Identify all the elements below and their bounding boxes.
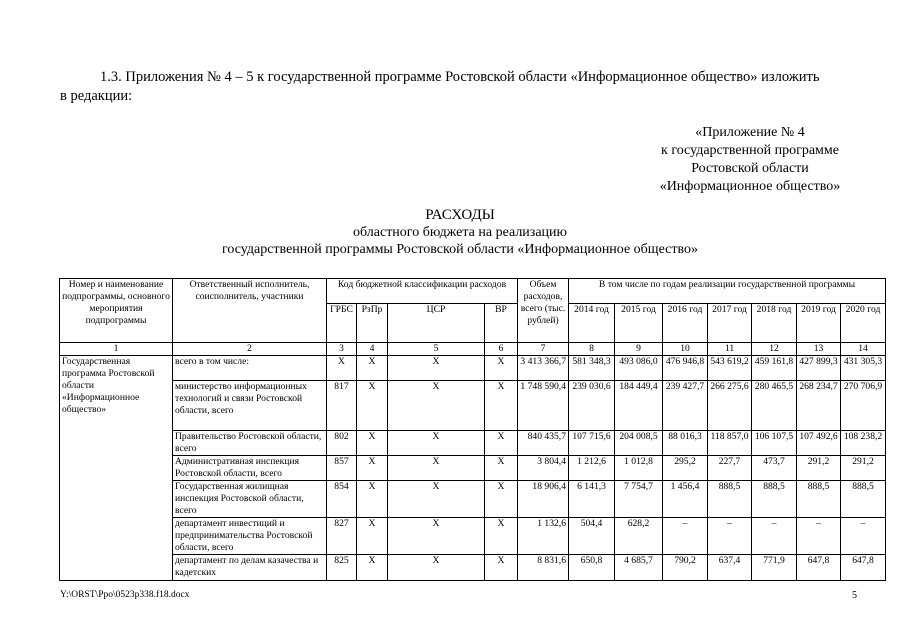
year-value-cell: 581 348,3 bbox=[569, 356, 615, 381]
year-value-cell: 637,4 bbox=[708, 555, 752, 581]
header-year-2017: 2017 год bbox=[708, 304, 752, 343]
year-value-cell: 6 141,3 bbox=[569, 481, 615, 518]
column-number: 5 bbox=[388, 343, 485, 356]
column-number: 14 bbox=[841, 343, 886, 356]
grbs-cell: 827 bbox=[327, 518, 357, 555]
grbs-cell: 825 bbox=[327, 555, 357, 581]
annex-header bbox=[600, 124, 900, 196]
year-value-cell: 473,7 bbox=[752, 456, 797, 481]
year-value-cell: 291,2 bbox=[841, 456, 886, 481]
program-name-cell: Государственная программа Ростовской области «Информационное общество» bbox=[60, 356, 173, 581]
table-row bbox=[60, 356, 886, 381]
year-value-cell: 270 706,9 bbox=[841, 381, 886, 431]
executor-cell: Правительство Ростовской области, всего bbox=[173, 431, 327, 456]
total-cell: 1 132,6 bbox=[518, 518, 569, 555]
csr-cell: Х bbox=[388, 381, 485, 431]
year-value-cell: 184 449,4 bbox=[615, 381, 663, 431]
vr-cell: Х bbox=[485, 555, 518, 581]
annex-line-4: «Информационное общество» bbox=[659, 179, 841, 194]
header-executor: Ответственный исполнитель, соисполнитель, участники bbox=[173, 279, 327, 343]
column-number: 6 bbox=[485, 343, 518, 356]
header-year-2019: 2019 год bbox=[797, 304, 841, 343]
csr-cell: Х bbox=[388, 431, 485, 456]
year-value-cell: 1 456,4 bbox=[663, 481, 708, 518]
year-value-cell: 771,9 bbox=[752, 555, 797, 581]
total-cell: 1 748 590,4 bbox=[518, 381, 569, 431]
header-year-2020: 2020 год bbox=[841, 304, 886, 343]
executor-cell: департамент инвестиций и предпринимательства Ростовской области, всего bbox=[173, 518, 327, 555]
year-value-cell: 888,5 bbox=[841, 481, 886, 518]
vr-cell: Х bbox=[485, 518, 518, 555]
column-number: 7 bbox=[518, 343, 569, 356]
year-value-cell: 1 012,8 bbox=[615, 456, 663, 481]
page-number: 5 bbox=[852, 590, 857, 601]
column-number: 9 bbox=[615, 343, 663, 356]
executor-cell: департамент по делам казачества и кадетских bbox=[173, 555, 327, 581]
header-code-group: Код бюджетной классификации расходов bbox=[327, 279, 518, 304]
grbs-cell: Х bbox=[327, 356, 357, 381]
total-cell: 840 435,7 bbox=[518, 431, 569, 456]
year-value-cell: 106 107,5 bbox=[752, 431, 797, 456]
year-value-cell: 543 619,2 bbox=[708, 356, 752, 381]
vr-cell: Х bbox=[485, 431, 518, 456]
column-number: 10 bbox=[663, 343, 708, 356]
year-value-cell: 647,8 bbox=[797, 555, 841, 581]
year-value-cell: 628,2 bbox=[615, 518, 663, 555]
csr-cell: Х bbox=[388, 481, 485, 518]
year-value-cell: 239 030,6 bbox=[569, 381, 615, 431]
grbs-cell: 854 bbox=[327, 481, 357, 518]
year-value-cell: 295,2 bbox=[663, 456, 708, 481]
year-value-cell: 1 212,6 bbox=[569, 456, 615, 481]
rzpr-cell: Х bbox=[357, 381, 388, 431]
executor-cell: всего в том числе: bbox=[173, 356, 327, 381]
grbs-cell: 802 bbox=[327, 431, 357, 456]
header-rzpr: РзПр bbox=[357, 304, 388, 343]
column-numbers-row bbox=[60, 343, 886, 356]
header-year-2014: 2014 год bbox=[569, 304, 615, 343]
year-value-cell: 476 946,8 bbox=[663, 356, 708, 381]
csr-cell: Х bbox=[388, 555, 485, 581]
vr-cell: Х bbox=[485, 456, 518, 481]
year-value-cell: 291,2 bbox=[797, 456, 841, 481]
annex-line-3: Ростовской области bbox=[691, 161, 809, 176]
grbs-cell: 857 bbox=[327, 456, 357, 481]
year-value-cell: 266 275,6 bbox=[708, 381, 752, 431]
column-number: 12 bbox=[752, 343, 797, 356]
year-value-cell: – bbox=[797, 518, 841, 555]
year-value-cell: 431 305,3 bbox=[841, 356, 886, 381]
column-number: 1 bbox=[60, 343, 173, 356]
annex-line-1: «Приложение № 4 bbox=[695, 125, 805, 140]
total-cell: 3 413 366,7 bbox=[518, 356, 569, 381]
header-year-2018: 2018 год bbox=[752, 304, 797, 343]
year-value-cell: 504,4 bbox=[569, 518, 615, 555]
title-line-1: РАСХОДЫ bbox=[425, 207, 495, 223]
total-cell: 18 906,4 bbox=[518, 481, 569, 518]
total-cell: 8 831,6 bbox=[518, 555, 569, 581]
csr-cell: Х bbox=[388, 456, 485, 481]
year-value-cell: 107 715,6 bbox=[569, 431, 615, 456]
header-year-2015: 2015 год bbox=[615, 304, 663, 343]
executor-cell: министерство информационных технологий и связи Ростовской области, всего bbox=[173, 381, 327, 431]
title-line-2: областного бюджета на реализацию bbox=[353, 225, 567, 240]
vr-cell: Х bbox=[485, 356, 518, 381]
year-value-cell: 888,5 bbox=[752, 481, 797, 518]
rzpr-cell: Х bbox=[357, 431, 388, 456]
year-value-cell: 88 016,3 bbox=[663, 431, 708, 456]
rzpr-cell: Х bbox=[357, 555, 388, 581]
vr-cell: Х bbox=[485, 381, 518, 431]
executor-cell: Государственная жилищная инспекция Ростовской области, всего bbox=[173, 481, 327, 518]
header-grbs: ГРБС bbox=[327, 304, 357, 343]
year-value-cell: 204 008,5 bbox=[615, 431, 663, 456]
executor-cell: Административная инспекция Ростовской области, всего bbox=[173, 456, 327, 481]
vr-cell: Х bbox=[485, 481, 518, 518]
year-value-cell: 459 161,8 bbox=[752, 356, 797, 381]
table-row bbox=[60, 381, 886, 431]
year-value-cell: 4 685,7 bbox=[615, 555, 663, 581]
column-number: 13 bbox=[797, 343, 841, 356]
year-value-cell: 268 234,7 bbox=[797, 381, 841, 431]
year-value-cell: 888,5 bbox=[708, 481, 752, 518]
title-line-3: государственной программы Ростовской области «Информационное общество» bbox=[221, 242, 698, 257]
header-total: Объем расходов, всего (тыс. рублей) bbox=[518, 279, 569, 343]
column-number: 2 bbox=[173, 343, 327, 356]
year-value-cell: – bbox=[752, 518, 797, 555]
year-value-cell: – bbox=[708, 518, 752, 555]
header-vr: ВР bbox=[485, 304, 518, 343]
year-value-cell: 227,7 bbox=[708, 456, 752, 481]
rzpr-cell: Х bbox=[357, 518, 388, 555]
year-value-cell: 888,5 bbox=[797, 481, 841, 518]
table-row bbox=[60, 431, 886, 456]
year-value-cell: 107 492,6 bbox=[797, 431, 841, 456]
header-years-group: В том числе по годам реализации государственной программы bbox=[569, 279, 886, 304]
column-number: 4 bbox=[357, 343, 388, 356]
total-cell: 3 804,4 bbox=[518, 456, 569, 481]
rzpr-cell: Х bbox=[357, 456, 388, 481]
expenses-table bbox=[59, 278, 886, 581]
year-value-cell: 647,8 bbox=[841, 555, 886, 581]
header-csr: ЦСР bbox=[388, 304, 485, 343]
document-title bbox=[60, 207, 860, 258]
csr-cell: Х bbox=[388, 518, 485, 555]
header-year-2016: 2016 год bbox=[663, 304, 708, 343]
year-value-cell: 7 754,7 bbox=[615, 481, 663, 518]
year-value-cell: – bbox=[841, 518, 886, 555]
rzpr-cell: Х bbox=[357, 481, 388, 518]
annex-line-2: к государственной программе bbox=[661, 143, 839, 158]
file-path-footer: Y:\ORST\Ppo\0523p338.f18.docx bbox=[60, 590, 190, 600]
year-value-cell: 790,2 bbox=[663, 555, 708, 581]
intro-paragraph bbox=[60, 68, 855, 106]
year-value-cell: 108 238,2 bbox=[841, 431, 886, 456]
column-number: 11 bbox=[708, 343, 752, 356]
intro-line-1: 1.3. Приложения № 4 – 5 к государственной программе Ростовской области «Информационное общество» изложить bbox=[100, 69, 820, 85]
year-value-cell: 493 086,0 bbox=[615, 356, 663, 381]
year-value-cell: 280 465,5 bbox=[752, 381, 797, 431]
column-number: 8 bbox=[569, 343, 615, 356]
csr-cell: Х bbox=[388, 356, 485, 381]
intro-line-2: в редакции: bbox=[60, 88, 133, 104]
table-row bbox=[60, 555, 886, 581]
table-row bbox=[60, 456, 886, 481]
year-value-cell: 239 427,7 bbox=[663, 381, 708, 431]
year-value-cell: 650,8 bbox=[569, 555, 615, 581]
year-value-cell: – bbox=[663, 518, 708, 555]
column-number: 3 bbox=[327, 343, 357, 356]
header-name: Номер и наименование подпрограммы, основного мероприятия подпрограммы bbox=[60, 279, 173, 343]
year-value-cell: 427 899,3 bbox=[797, 356, 841, 381]
rzpr-cell: Х bbox=[357, 356, 388, 381]
year-value-cell: 118 857,0 bbox=[708, 431, 752, 456]
table-row bbox=[60, 518, 886, 555]
grbs-cell: 817 bbox=[327, 381, 357, 431]
table-row bbox=[60, 481, 886, 518]
